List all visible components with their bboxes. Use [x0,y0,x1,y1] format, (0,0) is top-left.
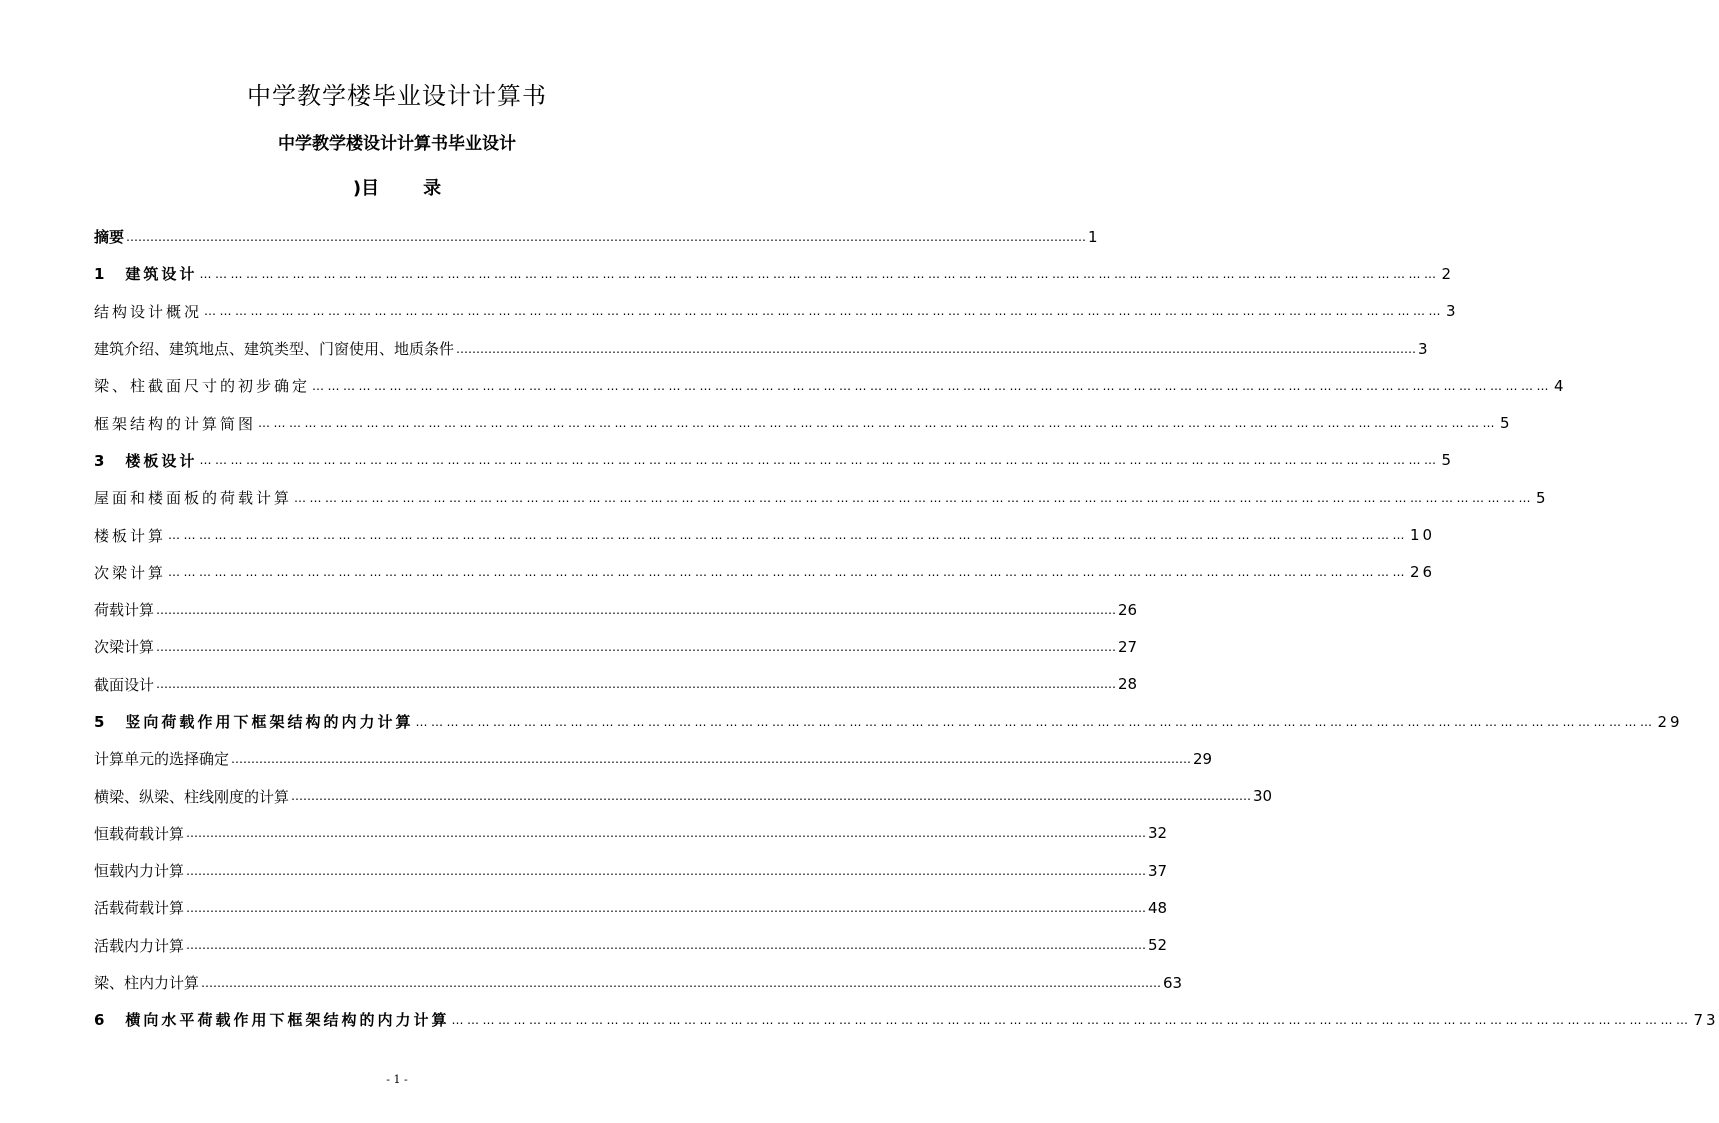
toc-entry-page: 29 [1193,749,1213,768]
document-subtitle: 中学教学楼设计计算书毕业设计 [278,134,516,154]
toc-entry-page: 5 [1441,451,1454,470]
toc-leader: …………………………………………………………………………………………………………………………………………………………………………………………………………………… [186,863,1147,878]
toc-leader: …………………………………………………………………………………………………………………………………………………………………………………………………………………… [156,639,1117,654]
toc-entry[interactable] [94,255,1454,292]
toc-leader: …………………………………………………………………………………………………………………………………………………………………………………………………………………… [199,266,1440,281]
table-of-contents [94,218,1719,1039]
toc-entry[interactable] [94,591,1138,628]
toc-entry-label: 楼板计算 [94,526,167,545]
toc-entry-label: 截面设计 [94,675,155,694]
toc-entry-label: 3 楼板设计 [94,451,198,470]
toc-entry-label: 活载内力计算 [94,936,185,955]
toc-entry-page: 73 [1693,1010,1719,1029]
toc-entry-label: 恒载内力计算 [94,862,185,881]
toc-leader: …………………………………………………………………………………………………………………………………………………………………………………………………………………… [168,565,1409,580]
toc-entry-label: 活载荷载计算 [94,899,185,918]
toc-entry[interactable] [94,964,1183,1001]
page-number-footer: - 1 - [386,1073,408,1086]
toc-entry-page: 26 [1118,600,1138,619]
toc-leader: …………………………………………………………………………………………………………………………………………………………………………………………………………………… [451,1012,1692,1027]
toc-entry[interactable] [94,927,1168,964]
toc-entry[interactable] [94,815,1168,852]
toc-entry-label: 横梁、纵梁、柱线刚度的计算 [94,787,290,806]
toc-entry-page: 1 [1088,227,1098,246]
toc-leader: …………………………………………………………………………………………………………………………………………………………………………………………………………………… [199,453,1440,468]
toc-entry-label: 恒载荷载计算 [94,824,185,843]
toc-entry-label: 摘要 [94,228,125,247]
toc-entry[interactable] [94,740,1213,777]
toc-entry[interactable] [94,666,1138,703]
toc-entry-page: 5 [1536,488,1549,507]
toc-entry[interactable] [94,703,1683,740]
toc-leader: …………………………………………………………………………………………………………………………………………………………………………………………………………………… [294,490,1535,505]
toc-leader: …………………………………………………………………………………………………………………………………………………………………………………………………………………… [156,677,1117,692]
toc-leader: …………………………………………………………………………………………………………………………………………………………………………………………………………………… [204,304,1445,319]
toc-entry[interactable] [94,889,1168,926]
toc-entry-label: 计算单元的选择确定 [94,750,230,769]
toc-entry-page: 27 [1118,637,1138,656]
toc-entry[interactable] [94,367,1567,404]
toc-entry-page: 30 [1253,787,1273,806]
toc-heading-suffix: 录 [423,178,442,199]
toc-entry[interactable] [94,479,1549,516]
toc-leader: …………………………………………………………………………………………………………………………………………………………………………………………………………………… [456,341,1417,356]
toc-leader: …………………………………………………………………………………………………………………………………………………………………………………………………………………… [258,416,1499,431]
toc-entry-page: 63 [1163,973,1183,992]
toc-leader: …………………………………………………………………………………………………………………………………………………………………………………………………………………… [415,714,1656,729]
toc-entry[interactable] [94,404,1513,441]
toc-entry-page: 10 [1410,526,1436,545]
toc-heading [0,174,794,200]
toc-leader: …………………………………………………………………………………………………………………………………………………………………………………………………………………… [201,975,1162,990]
toc-entry-page: 37 [1148,861,1168,880]
toc-entry-label: 6 横向水平荷载作用下框架结构的内力计算 [94,1011,450,1030]
toc-entry-page: 26 [1410,563,1436,582]
toc-entry-label: 次梁计算 [94,638,155,657]
toc-entry-page: 52 [1148,936,1168,955]
toc-leader: …………………………………………………………………………………………………………………………………………………………………………………………………………………… [186,900,1147,915]
toc-entry-label: 结构设计概况 [94,302,203,321]
toc-entry[interactable] [94,293,1459,330]
toc-entry[interactable] [94,628,1138,665]
toc-entry[interactable] [94,330,1428,367]
toc-heading-prefix: )目 [352,178,380,199]
toc-entry[interactable] [94,1001,1719,1038]
toc-leader: …………………………………………………………………………………………………………………………………………………………………………………………………………………… [291,789,1252,804]
toc-entry-page: 2 [1441,264,1454,283]
toc-leader: …………………………………………………………………………………………………………………………………………………………………………………………………………………… [186,826,1147,841]
toc-entry-label: 梁、柱截面尺寸的初步确定 [94,377,311,396]
toc-entry[interactable] [94,442,1454,479]
toc-entry[interactable] [94,777,1273,814]
toc-leader: …………………………………………………………………………………………………………………………………………………………………………………………………………………… [156,602,1117,617]
toc-entry-page: 48 [1148,898,1168,917]
toc-leader: …………………………………………………………………………………………………………………………………………………………………………………………………………………… [168,528,1409,543]
toc-entry-label: 1 建筑设计 [94,265,198,284]
toc-entry-label: 建筑介绍、建筑地点、建筑类型、门窗使用、地质条件 [94,340,455,359]
document-title: 中学教学楼毕业设计计算书 [247,82,547,110]
toc-entry[interactable] [94,516,1436,553]
toc-entry-label: 5 竖向荷载作用下框架结构的内力计算 [94,713,414,731]
toc-entry-label: 次梁计算 [94,563,167,582]
toc-leader: …………………………………………………………………………………………………………………………………………………………………………………………………………………… [186,938,1147,953]
toc-entry-page: 32 [1148,824,1168,843]
toc-entry-page: 28 [1118,675,1138,694]
toc-entry-label: 框架结构的计算简图 [94,414,257,433]
toc-entry[interactable] [94,554,1436,591]
toc-entry-label: 荷载计算 [94,601,155,620]
toc-leader: …………………………………………………………………………………………………………………………………………………………………………………………………………………… [231,751,1192,766]
toc-entry[interactable] [94,218,1098,255]
toc-entry-label: 屋面和楼面板的荷载计算 [94,489,293,508]
toc-entry[interactable] [94,852,1168,889]
toc-entry-page: 3 [1446,302,1459,321]
toc-entry-page: 3 [1418,339,1428,358]
toc-entry-page: 4 [1554,376,1567,395]
toc-leader: …………………………………………………………………………………………………………………………………………………………………………………………………………………… [126,229,1087,244]
toc-entry-label: 梁、柱内力计算 [94,974,200,993]
toc-leader: …………………………………………………………………………………………………………………………………………………………………………………………………………………… [312,378,1553,393]
toc-entry-page: 5 [1500,414,1513,433]
toc-entry-page: 29 [1657,712,1683,731]
